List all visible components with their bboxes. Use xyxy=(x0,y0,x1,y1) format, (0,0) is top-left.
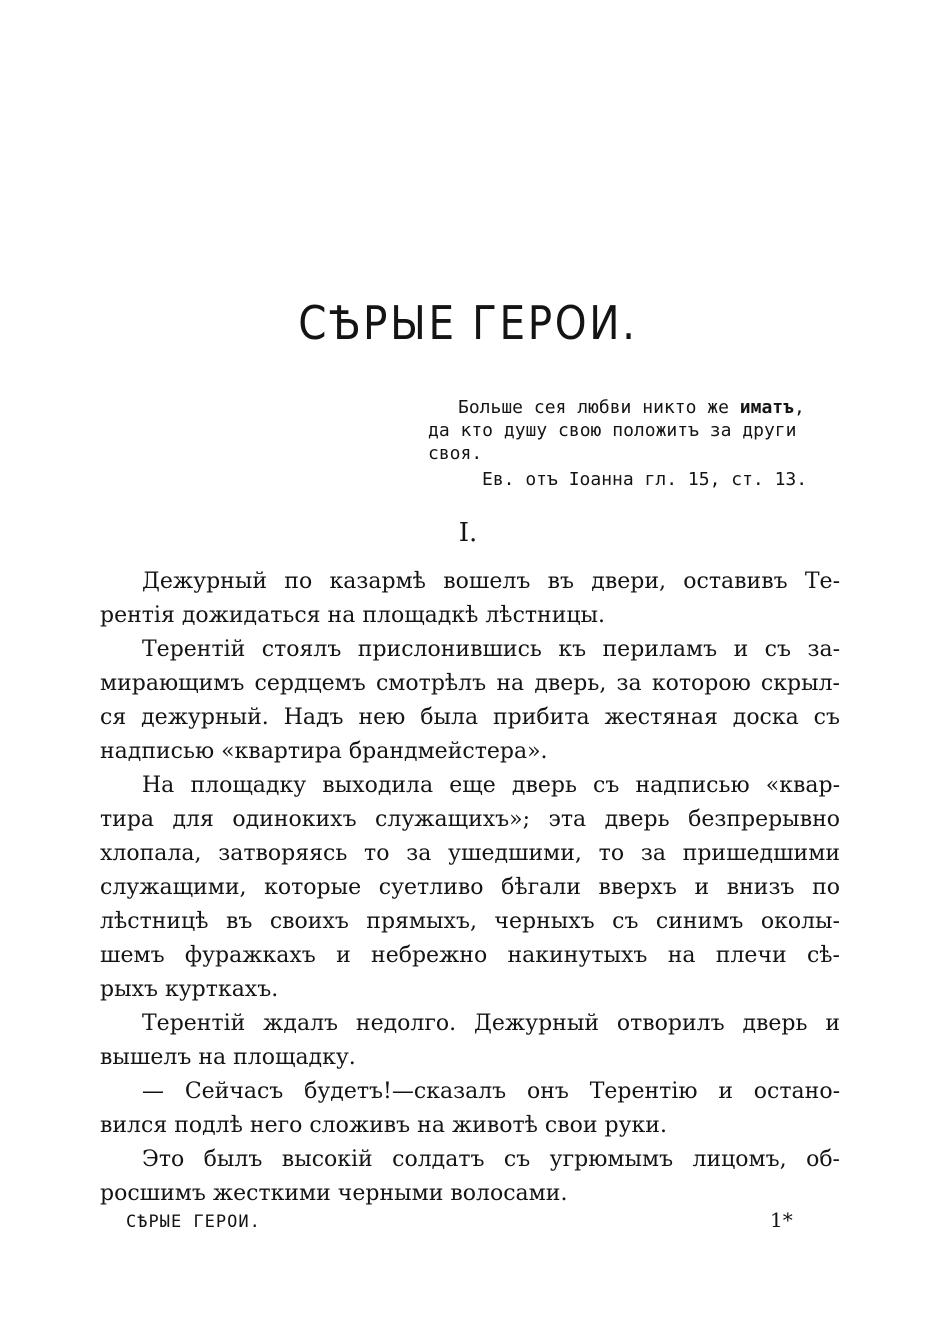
epigraph xyxy=(428,396,840,491)
text-line: тира для одинокихъ служащихъ»; эта дверь безпрерывно xyxy=(100,807,840,832)
text-line: ся дежурный. Надъ нею была прибита жестяная доска съ xyxy=(100,705,840,730)
text-line: лѣстницѣ въ своихъ прямыхъ, черныхъ съ синимъ околы- xyxy=(100,909,840,934)
text-line: Терентій ждалъ недолго. Дежурный отворилъ дверь и xyxy=(142,1011,840,1036)
epigraph-line-3: своя. xyxy=(428,443,483,464)
text-line: вился подлѣ него сложивъ на животѣ свои руки. xyxy=(100,1113,667,1138)
epigraph-line-1-punct: , xyxy=(793,397,805,418)
paragraph xyxy=(100,769,840,1007)
text-line: Дежурный по казармѣ вошелъ въ двери, оставивъ Те- xyxy=(142,569,840,594)
text-line: хлопала, затворяясь то за ушедшими, то за пришедшими xyxy=(100,841,840,866)
text-line: Терентій стоялъ прислонившись къ периламъ и съ за- xyxy=(142,637,840,662)
signature-mark: 1* xyxy=(770,1208,793,1232)
epigraph-bold-word: иматъ xyxy=(739,397,794,418)
epigraph-line-1 xyxy=(428,396,840,419)
text-line: шемъ фуражкахъ и небрежно накинутыхъ на плечи сѣ- xyxy=(100,943,840,968)
text-line: надписью «квартира брандмейстера». xyxy=(100,739,548,764)
text-line: На площадку выходила еще дверь съ надписью «квар- xyxy=(142,773,840,798)
running-footer-title: СѢРЫЕ ГЕРОИ. xyxy=(126,1212,261,1232)
text-line: — Сейчасъ будетъ!—сказалъ онъ Терентію и остано- xyxy=(142,1079,840,1104)
text-line: рыхъ курткахъ. xyxy=(100,977,279,1002)
text-line: мирающимъ сердцемъ смотрѣлъ на дверь, за которою скрыл- xyxy=(100,671,840,696)
page-title: СѢРЫЕ ГЕРОИ. xyxy=(298,296,638,350)
body-text xyxy=(100,565,840,1211)
epigraph-line-1-text: Больше сея любви никто же xyxy=(458,397,740,418)
text-line: служащими, которые суетливо бѣгали вверхъ и внизъ по xyxy=(100,875,840,900)
paragraph xyxy=(100,1143,840,1211)
epigraph-source: Ев. отъ Іоанна гл. 15, ст. 13. xyxy=(482,469,808,490)
epigraph-line-2: да кто душу свою положитъ за други xyxy=(428,420,797,441)
paragraph xyxy=(100,1075,840,1143)
text-line: Это былъ высокій солдатъ съ угрюмымъ лицомъ, об- xyxy=(142,1147,840,1172)
text-line: росшимъ жесткими черными волосами. xyxy=(100,1181,568,1206)
chapter-number: I. xyxy=(458,518,478,548)
paragraph xyxy=(100,1007,840,1075)
text-line: вышелъ на площадку. xyxy=(100,1045,356,1070)
paragraph xyxy=(100,633,840,769)
text-line: рентія дожидаться на площадкѣ лѣстницы. xyxy=(100,603,606,628)
paragraph xyxy=(100,565,840,633)
